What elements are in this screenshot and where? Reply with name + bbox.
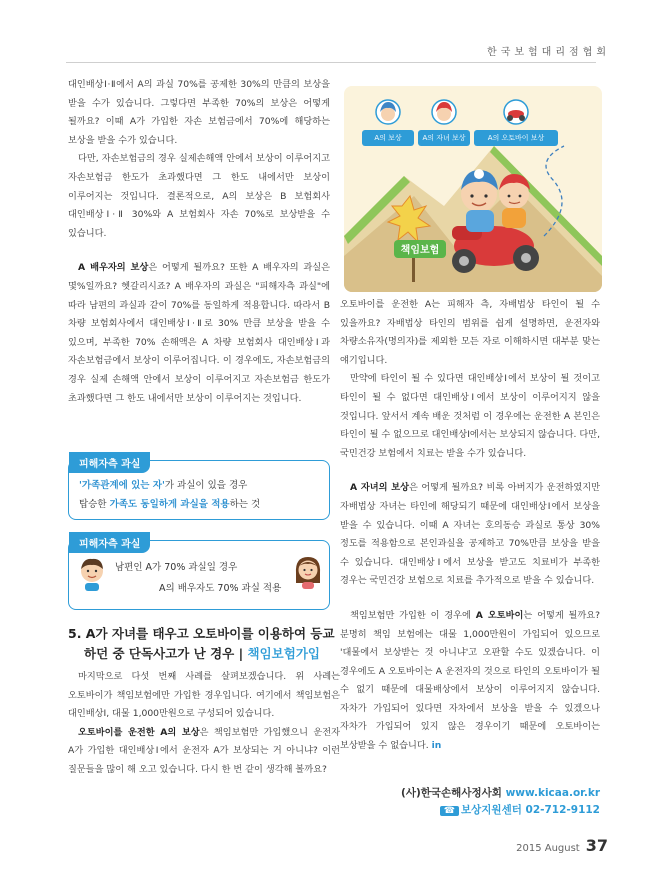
- credit-url-link[interactable]: www.kicaa.or.kr: [505, 787, 600, 799]
- right-paragraph-3: [340, 479, 600, 591]
- legend-a-compensation: A의 보상: [362, 130, 414, 146]
- callout-2-tag: 피해자측 과실: [69, 532, 150, 553]
- insurance-sign-label: 책임보험: [400, 245, 440, 256]
- family-relation-quote: '가족관계에 있는 자': [79, 480, 165, 491]
- left-paragraph-3-body: 은 어떻게 될까요? 또한 A 배우자의 과실은 몇%일까요? 헷갈리시죠? A 배우자의 과실은 "피해자측 과실"에 따라 남편의 과실과 같이 70%를 동일하게 적용합니다. 따라서 B 차량 보험회사에서 대인배상Ⅰ·Ⅱ로 30% 만큼 보상을 받을 수 있으며, 부족한 70% 손해액은 A 차량 보험회사 대인배상Ⅰ과 자손보험금에서 보상이 이루어집니다. 이 경우에도, 자손보험금의 경우 실제 손해액 안에서 보상이 이루어지고 자손보험금 한도가 초과했다면 그 한도 내에서만 보상이 이루어지는 것입니다.: [68, 262, 331, 404]
- victim-fault-callout-1: [68, 460, 330, 520]
- left-paragraph-3: [68, 259, 330, 408]
- section-5-title-line-2: [68, 644, 340, 664]
- section-5-paragraph-2-body: 은 책임보험만 가입했으니 운전자 A가 가입한 대인배상Ⅰ에서 운전자 A가 보상되는 거 아니냐? 이런 질문들을 많이 해 오고 있습니다. 다시 한 번 같이 생각해 볼까요?: [68, 726, 340, 775]
- section-5-title: [68, 624, 340, 664]
- phone-icon: ☎: [440, 806, 459, 816]
- section-5-title-line-2-text: 하던 중 단독사고가 난 경우 |: [84, 646, 248, 661]
- right-paragraph-3-body: 은 어떻게 될까요? 비록 아버지가 운전하였지만 자배법상 자녀는 타인에 해당되기 때문에 대인배상Ⅰ에서 보상을 받을 수 있습니다. 이때 A 자녀는 호의동승 과실로 통상 30% 정도를 적용함으로 본인과실을 공제하고 70%만큼 보상을 받을 수 있습니다. 대인배상Ⅰ에서 보상을 받고도 치료비가 부족한 경우는 국민건강 보험으로 치료를 추가적으로 받을 수 있습니다.: [340, 482, 600, 587]
- left-paragraph-2: 다만, 자손보험금의 경우 실제손해액 안에서 보상이 이루어지고 자손보험금 한도가 초과했다면 그 한도 내에서만 보상이 이루어지는 것입니다. 결론적으로, A의 보상은 B 보험회사 대인배상Ⅰ·Ⅱ 30%와 A 보험회사 자손 70%로 보상받을 수 있습니다.: [68, 153, 330, 239]
- motorcycle-lead: A 오토바이: [475, 609, 524, 621]
- section-5: [68, 624, 340, 780]
- right-paragraph-4: [340, 607, 600, 756]
- callout-1-line-2: [79, 496, 260, 510]
- motorcycle-driver-lead: 오토바이를 운전한 A의 보상: [78, 726, 200, 738]
- illustration-scene: [344, 86, 602, 292]
- callout-1-line-1: [79, 477, 247, 491]
- callout-1-line-2-pre: 탑승한: [79, 499, 110, 510]
- section-5-paragraph-1: 마지막으로 다섯 번째 사례를 살펴보겠습니다. 위 사례는 오토바이가 책임보험에만 가입한 경우입니다. 여기에서 책임보험은 대인배상Ⅰ, 대물 1,000만원으로 구성되어 있습니다.: [68, 671, 340, 720]
- right-paragraph-4-pre: 책임보험만 가입한 이 경우에: [350, 609, 476, 621]
- callout-1-tag: 피해자측 과실: [69, 452, 150, 473]
- right-paragraph-2: 만약에 타인이 될 수 있다면 대인배상Ⅰ에서 보상이 될 것이고 타인이 될 수 없다면 대인배상Ⅰ에서 보상이 이루어지지 않을 것입니다. 앞서서 계속 배운 것처럼 이 경우에는 운전한 A 본인은 타인이 될 수 없으므로 대인배상Ⅰ에서는 보상되지 않습니다. 다만, 국민건강 보험에서 치료는 받을 수가 있습니다.: [340, 373, 600, 459]
- callout-1-line-2-bold: 가족도 동일하게 과실을 적용: [109, 499, 230, 510]
- section-5-title-highlight: 책임보험가입: [247, 646, 320, 661]
- credit-phone-label: 보상지원센터: [461, 804, 522, 816]
- child-compensation-lead: A 자녀의 보상: [350, 482, 410, 494]
- header-org-name: 한국보험대리점협회: [487, 47, 610, 58]
- callout-1-line-2-post: 하는 것: [229, 499, 261, 510]
- victim-fault-callout-2: [68, 540, 330, 610]
- credit-org-name: (사)한국손해사정사회: [401, 787, 502, 799]
- spouse-compensation-lead: A 배우자의 보상: [78, 262, 149, 274]
- page-footer: [516, 836, 608, 855]
- credit-org-line: [340, 785, 600, 800]
- right-paragraph-4-body: 는 어떻게 될까요? 분명히 책임 보험에는 대물 1,000만원이 가입되어 있으므로 '대물에서 보상받는 것 아니냐'고 오판할 수도 있겠습니다. 이 경우에도 A 오토바이는 A 운전자의 것으로 타인의 오토바이가 될 수 없기 때문에 대물배상에서 보상이 이루어지지 않습니다. 자차가 가입되어 있다면 자차에서 보상을 받을 수 있겠으나 자차가 가입되어 있지 않은 경우이기 때문에 오토바이는 보상받을 수 없습니다.: [340, 609, 601, 752]
- end-mark-icon: in: [431, 740, 442, 752]
- legend-a-child-compensation: A의 자녀 보상: [418, 130, 470, 146]
- motorcycle-accident-illustration: [344, 86, 602, 292]
- right-column: [340, 296, 600, 756]
- section-5-paragraph-2: [68, 724, 340, 780]
- legend-a-motorcycle-compensation: A의 오토바이 보상: [474, 130, 558, 146]
- credit-phone-line: [340, 802, 600, 817]
- husband-avatar-icon: [77, 557, 107, 591]
- callout-2-line-1: 남편인 A가 70% 과실일 경우: [115, 562, 238, 573]
- left-paragraph-1: 대인배상Ⅰ·Ⅱ에서 A의 과실 70%를 공제한 30%의 만큼의 보상을 받을 수가 있습니다. 그렇다면 부족한 70%의 보상은 어떻게 될까요? 이때 A가 가입한 자손 보험금에서 70%에 해당하는 보상을 받을 수가 있습니다.: [68, 79, 330, 146]
- header-divider: [66, 62, 596, 63]
- footer-date: 2015 August: [516, 843, 580, 854]
- section-5-body: [68, 668, 340, 780]
- right-paragraph-1: 오토바이를 운전한 A는 피해자 측, 자배법상 타인이 될 수 있을까요? 자배법상 타인의 범위를 쉽게 설명하면, 운전자와 차량소유자(명의자)를 제외한 모든 자로 이해하시면 대부분 맞는 얘기입니다.: [340, 299, 600, 366]
- wife-avatar-icon: [293, 555, 323, 589]
- page-number: 37: [585, 836, 608, 855]
- credit-phone-number: 02-712-9112: [525, 804, 600, 816]
- section-5-title-line-1: 5. A가 자녀를 태우고 오토바이를 이용하여 등교: [68, 626, 335, 641]
- left-column: [68, 76, 330, 408]
- callout-1-line-1-rest: 가 과실이 있을 경우: [164, 480, 248, 491]
- callout-2-line-2: A의 배우자도 70% 과실 적용: [159, 583, 282, 594]
